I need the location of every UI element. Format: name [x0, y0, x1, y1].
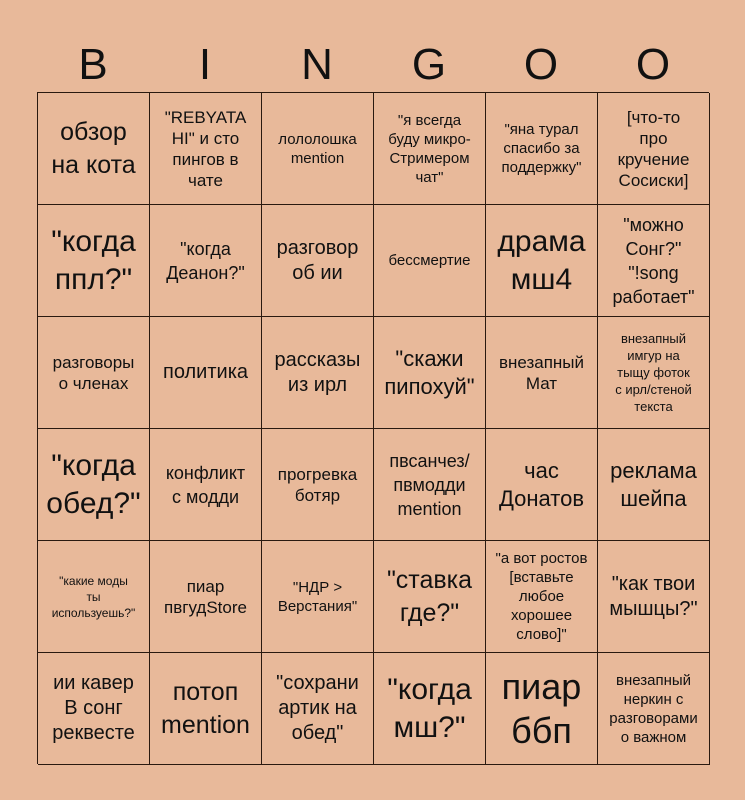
- bingo-cell[interactable]: [598, 205, 710, 317]
- cell-text: "REBYATA HI" и сто пингов в чате: [164, 107, 247, 190]
- header-letter: O: [635, 40, 671, 89]
- bingo-cell[interactable]: [374, 653, 486, 765]
- cell-text: бессмертие: [388, 252, 471, 269]
- cell-text: обзор на кота: [51, 117, 136, 179]
- cell-text: "ставка где?": [386, 565, 473, 627]
- bingo-cell[interactable]: [38, 429, 150, 541]
- header-letter: B: [78, 40, 108, 89]
- bingo-cell[interactable]: [374, 205, 486, 317]
- bingo-cell[interactable]: [598, 429, 710, 541]
- bingo-cell[interactable]: [598, 317, 710, 429]
- cell-text: реклама шейпа: [610, 457, 697, 511]
- bingo-cell[interactable]: [598, 653, 710, 765]
- cell-text: ии кавер В сонг реквесте: [52, 672, 135, 744]
- bingo-cell[interactable]: [598, 541, 710, 653]
- cell-text: рассказы из ирл: [274, 348, 361, 396]
- bingo-cell[interactable]: [486, 653, 598, 765]
- cell-text: "когда мш?": [387, 672, 472, 744]
- bingo-cell[interactable]: [262, 653, 374, 765]
- bingo-cell[interactable]: [150, 317, 262, 429]
- cell-text: [что-то про кручение Сосиски]: [617, 107, 690, 190]
- cell-text: "можно Сонг?" "!song работает": [612, 214, 695, 307]
- bingo-cell[interactable]: [374, 317, 486, 429]
- bingo-cell[interactable]: [150, 541, 262, 653]
- bingo-cell[interactable]: [486, 541, 598, 653]
- cell-text: потоп mention: [161, 677, 250, 739]
- header-letter: O: [523, 40, 559, 89]
- bingo-cell[interactable]: [150, 653, 262, 765]
- cell-text: внезапный Мат: [498, 352, 585, 393]
- cell-text: "скажи пипохуй": [384, 345, 475, 399]
- cell-text: "яна турал спасибо за поддержку": [501, 121, 582, 176]
- cell-text: "когда обед?": [46, 448, 141, 520]
- cell-text: конфликт с модди: [165, 462, 246, 507]
- bingo-cell[interactable]: [38, 317, 150, 429]
- cell-text: пиар пвгудStore: [164, 576, 247, 617]
- bingo-cell[interactable]: [38, 205, 150, 317]
- bingo-cell[interactable]: [150, 205, 262, 317]
- cell-text: разговоры о членах: [52, 352, 135, 393]
- bingo-cell[interactable]: [262, 93, 374, 205]
- cell-text: "какие моды ты используешь?": [51, 573, 136, 620]
- bingo-cell[interactable]: [262, 317, 374, 429]
- cell-text: "как твои мышцы?": [609, 572, 698, 620]
- cell-text: "НДР > Верстания": [277, 578, 358, 615]
- cell-text: внезапный неркин с разговорами о важном: [609, 671, 698, 746]
- bingo-cell[interactable]: [486, 317, 598, 429]
- cell-text: "когда ппл?": [51, 224, 136, 296]
- header-letter: I: [198, 40, 212, 89]
- bingo-cell[interactable]: [598, 93, 710, 205]
- cell-text: прогревка ботяр: [277, 464, 358, 505]
- header-letter: N: [301, 40, 333, 89]
- cell-text: драма мш4: [497, 224, 586, 296]
- bingo-cell[interactable]: [262, 541, 374, 653]
- bingo-cell[interactable]: [38, 93, 150, 205]
- cell-text: "а вот ростов [вставьте любое хорошее слово]": [495, 550, 588, 643]
- bingo-cell[interactable]: [374, 541, 486, 653]
- bingo-cell[interactable]: [486, 205, 598, 317]
- bingo-header: [37, 38, 709, 92]
- cell-text: пиар ббп: [501, 665, 582, 751]
- bingo-cell[interactable]: [262, 429, 374, 541]
- bingo-cell[interactable]: [374, 429, 486, 541]
- header-letter: G: [411, 40, 447, 89]
- cell-text: "когда Деанон?": [166, 238, 245, 283]
- cell-text: "сохрани артик на обед": [276, 672, 359, 744]
- cell-text: внезапный имгур на тыщу фоток с ирл/стеной текста: [615, 331, 692, 414]
- cell-text: разговор об ии: [276, 236, 359, 284]
- cell-text: пвсанчез/ пвмодди mention: [389, 450, 470, 519]
- bingo-cell[interactable]: [486, 429, 598, 541]
- cell-text: "я всегда буду микро- Стримером чат": [388, 111, 471, 186]
- cell-text: политика: [163, 361, 248, 383]
- bingo-cell[interactable]: [38, 541, 150, 653]
- bingo-cell[interactable]: [262, 205, 374, 317]
- bingo-cell[interactable]: [38, 653, 150, 765]
- bingo-cell[interactable]: [150, 429, 262, 541]
- cell-text: лололошка mention: [278, 130, 357, 167]
- bingo-cell[interactable]: [486, 93, 598, 205]
- bingo-cell[interactable]: [374, 93, 486, 205]
- cell-text: час Донатов: [498, 457, 585, 511]
- bingo-cell[interactable]: [150, 93, 262, 205]
- bingo-grid: [37, 92, 709, 764]
